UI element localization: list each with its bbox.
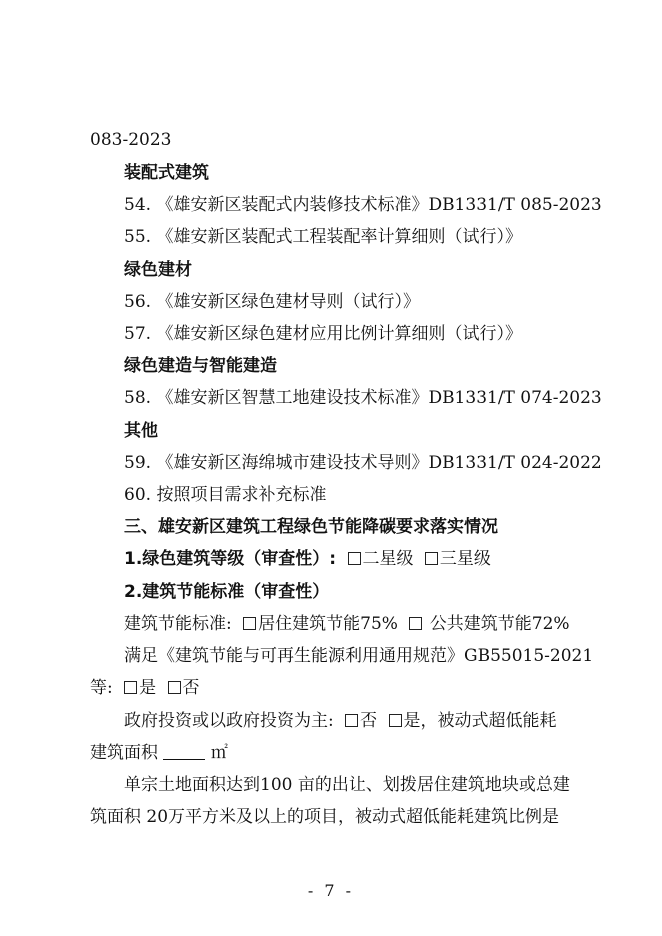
green-level-row [124, 548, 491, 570]
compliance-yes-label: 是 [139, 678, 157, 698]
gov-invest-yes-label: 是，被动式超低能耗 [403, 711, 557, 731]
standard-item-58: 58. 《雄安新区智慧工地建设技术标准》DB1331/T 074-2023 [124, 388, 602, 408]
building-area-label: 建筑面积 [90, 743, 158, 763]
page-number: - 7 - [307, 881, 355, 900]
area-unit: ㎡ [210, 743, 228, 763]
three-star-label: 三星级 [439, 549, 491, 569]
checkbox-compliance-no[interactable] [168, 681, 181, 694]
checkbox-public-72[interactable] [409, 617, 422, 630]
energy-standard-label: 建筑节能标准: [124, 614, 232, 634]
checkbox-compliance-yes[interactable] [124, 681, 137, 694]
compliance-text-line2: 等: [90, 678, 113, 698]
energy-standard-row [124, 613, 570, 635]
gov-invest-area-row [90, 742, 228, 764]
compliance-text-line1: 满足《建筑节能与可再生能源利用通用规范》GB55015-2021 [124, 646, 594, 666]
public-72-label: 公共建筑节能72% [429, 614, 570, 634]
green-level-label: 1.绿色建筑等级（审查性）: [124, 549, 337, 569]
large-land-text-line2: 筑面积 20万平方米及以上的项目，被动式超低能耗建筑比例是 [90, 807, 560, 827]
compliance-no-label: 否 [182, 678, 200, 698]
gov-invest-label: 政府投资或以政府投资为主: [124, 711, 334, 731]
compliance-row [90, 677, 200, 699]
standard-item-55: 55. 《雄安新区装配式工程装配率计算细则（试行）》 [124, 227, 522, 247]
standard-item-60: 60. 按照项目需求补充标准 [124, 485, 327, 505]
checkbox-three-star[interactable] [425, 552, 438, 565]
section-heading-other: 其他 [124, 421, 158, 441]
two-star-label: 二星级 [362, 549, 414, 569]
checkbox-gov-invest-no[interactable] [345, 714, 358, 727]
checkbox-gov-invest-yes[interactable] [389, 714, 402, 727]
building-area-blank-field[interactable] [163, 743, 205, 760]
checkbox-residential-75[interactable] [243, 617, 256, 630]
standard-item-57: 57. 《雄安新区绿色建材应用比例计算细则（试行）》 [124, 324, 522, 344]
energy-standard-heading: 2.建筑节能标准（审查性） [124, 582, 330, 602]
section-heading-green-materials: 绿色建材 [124, 260, 192, 280]
standard-item-54: 54. 《雄安新区装配式内装修技术标准》DB1331/T 085-2023 [124, 195, 602, 215]
continued-standard-number: 083-2023 [90, 130, 172, 150]
checkbox-two-star[interactable] [348, 552, 361, 565]
gov-invest-no-label: 否 [360, 711, 378, 731]
section-heading-smart-construction: 绿色建造与智能建造 [124, 356, 277, 376]
standard-item-56: 56. 《雄安新区绿色建材导则（试行）》 [124, 292, 420, 312]
residential-75-label: 居住建筑节能75% [258, 614, 398, 634]
section-heading-prefab: 装配式建筑 [124, 163, 209, 183]
chapter-heading-three: 三、雄安新区建筑工程绿色节能降碳要求落实情况 [124, 517, 498, 537]
large-land-text-line1: 单宗土地面积达到100 亩的出让、划拨居住建筑地块或总建 [124, 775, 570, 795]
gov-invest-row [124, 710, 557, 732]
standard-item-59: 59. 《雄安新区海绵城市建设技术导则》DB1331/T 024-2022 [124, 453, 602, 473]
